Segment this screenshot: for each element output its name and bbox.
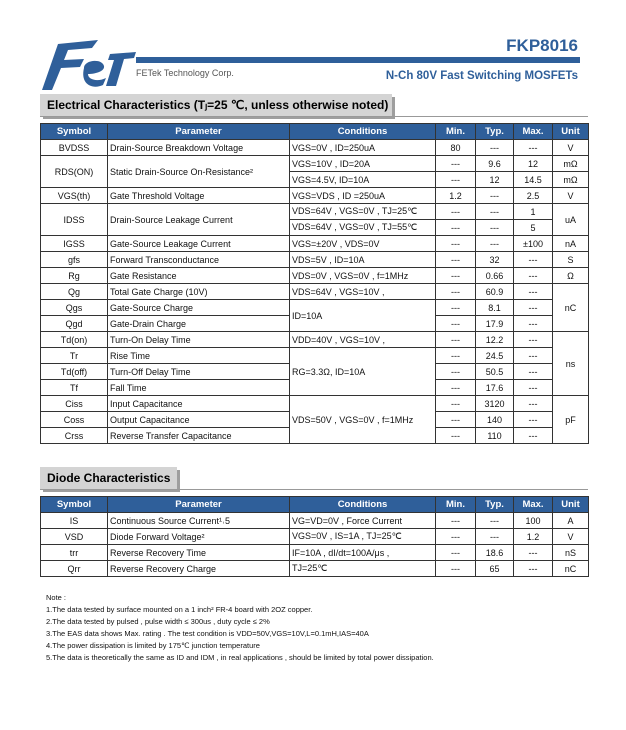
note-item: 2.The data tested by pulsed , pulse width ≤ 300us , duty cycle ≤ 2% [46,617,270,626]
cell-parameter: Total Gate Charge (10V) [108,284,290,300]
cell-min: --- [436,300,476,316]
note-item: 1.The data tested by surface mounted on a 1 inch² FR-4 board with 2OZ copper. [46,605,313,614]
cell-unit: nA [553,236,589,252]
cell-typ: 12.2 [476,332,514,348]
cell-typ: 17.6 [476,380,514,396]
column-header: Typ. [476,497,514,513]
electrical-table [40,123,589,444]
table-row [41,545,589,561]
cell-typ: 65 [476,561,514,577]
cell-min: --- [436,220,476,236]
cell-typ: 0.66 [476,268,514,284]
cell-max: 5 [514,220,553,236]
cell-parameter: Gate-Source Charge [108,300,290,316]
cell-parameter: Gate Resistance [108,268,290,284]
table-row [41,236,589,252]
column-header: Conditions [290,124,436,140]
cell-min: --- [436,172,476,188]
cell-condition: VDS=5V , ID=10A [290,252,436,268]
cell-parameter: Drain-Source Breakdown Voltage [108,140,290,156]
cell-condition: VDS=50V , VGS=0V , f=1MHz [290,396,436,444]
cell-symbol: Tr [41,348,108,364]
cell-condition: VGS=0V , IS=1A , TJ=25℃ [290,529,436,545]
cell-min: --- [436,268,476,284]
cell-min: 80 [436,140,476,156]
cell-typ: --- [476,236,514,252]
cell-unit: Ω [553,268,589,284]
cell-condition: VDS=64V , VGS=10V , [290,284,436,300]
column-header: Parameter [108,124,290,140]
notes-heading: Note : [46,593,67,602]
cell-symbol: gfs [41,252,108,268]
column-header: Max. [514,124,553,140]
cell-parameter: Gate-Drain Charge [108,316,290,332]
table-row [41,561,589,577]
cell-symbol: Qrr [41,561,108,577]
cell-unit: S [553,252,589,268]
cell-typ: 60.9 [476,284,514,300]
cell-parameter: Gate Threshold Voltage [108,188,290,204]
cell-symbol: Qg [41,284,108,300]
cell-max: --- [514,252,553,268]
cell-max: --- [514,284,553,300]
cell-symbol: VGS(th) [41,188,108,204]
cell-parameter: Reverse Recovery Time [108,545,290,561]
cell-symbol: BVDSS [41,140,108,156]
column-header: Conditions [290,497,436,513]
cell-min: --- [436,513,476,529]
table-row [41,284,589,300]
cell-condition: TJ=25℃ [290,561,436,577]
cell-parameter: Fall Time [108,380,290,396]
cell-parameter: Reverse Transfer Capacitance [108,428,290,444]
cell-max: --- [514,348,553,364]
cell-unit: V [553,188,589,204]
cell-typ: --- [476,188,514,204]
divider [40,489,588,490]
company-name: FETek Technology Corp. [136,68,234,78]
cell-unit: A [553,513,589,529]
cell-typ: 12 [476,172,514,188]
cell-max: 12 [514,156,553,172]
column-header: Unit [553,124,589,140]
cell-min: --- [436,156,476,172]
table-row [41,348,589,364]
table-header-row [41,124,589,140]
cell-symbol: Td(off) [41,364,108,380]
cell-unit: V [553,529,589,545]
cell-max: --- [514,140,553,156]
cell-unit: mΩ [553,172,589,188]
cell-max: --- [514,545,553,561]
cell-parameter: Continuous Source Current¹˒5 [108,513,290,529]
table-row [41,188,589,204]
table-row [41,204,589,220]
note-item: 5.The data is theoretically the same as ID and IDM , in real applications , should be limited by total power dissipation. [46,653,434,662]
cell-symbol: Td(on) [41,332,108,348]
cell-unit: nC [553,561,589,577]
table-row [41,332,589,348]
notes [46,592,434,664]
cell-max: 1 [514,204,553,220]
cell-max: --- [514,364,553,380]
cell-typ: 8.1 [476,300,514,316]
cell-parameter: Input Capacitance [108,396,290,412]
cell-min: --- [436,284,476,300]
cell-condition: VGS=0V , ID=250uA [290,140,436,156]
cell-unit: mΩ [553,156,589,172]
cell-min: --- [436,236,476,252]
cell-symbol: IDSS [41,204,108,236]
table-header-row [41,497,589,513]
cell-symbol: RDS(ON) [41,156,108,188]
cell-max: --- [514,396,553,412]
table-row [41,300,589,316]
cell-typ: --- [476,204,514,220]
cell-typ: --- [476,140,514,156]
cell-condition: VGS=±20V , VDS=0V [290,236,436,252]
cell-symbol: Crss [41,428,108,444]
cell-condition: VDS=64V , VGS=0V , TJ=55℃ [290,220,436,236]
cell-max: 1.2 [514,529,553,545]
cell-typ: 110 [476,428,514,444]
diode-section-title: Diode Characteristics [40,467,177,489]
header-bar [136,57,580,63]
cell-parameter: Drain-Source Leakage Current [108,204,290,236]
cell-max: --- [514,380,553,396]
cell-parameter: Reverse Recovery Charge [108,561,290,577]
cell-condition: VGS=4.5V, ID=10A [290,172,436,188]
cell-max: --- [514,300,553,316]
table-row [41,268,589,284]
fet-logo-icon [40,36,140,94]
cell-min: --- [436,561,476,577]
part-number: FKP8016 [506,36,578,55]
cell-symbol: Qgd [41,316,108,332]
cell-unit: ns [553,332,589,396]
cell-parameter: Gate-Source Leakage Current [108,236,290,252]
column-header: Symbol [41,124,108,140]
cell-max: --- [514,268,553,284]
cell-max: ±100 [514,236,553,252]
cell-max: --- [514,428,553,444]
column-header: Symbol [41,497,108,513]
cell-max: --- [514,316,553,332]
cell-typ: --- [476,220,514,236]
column-header: Min. [436,497,476,513]
cell-min: --- [436,380,476,396]
cell-typ: 140 [476,412,514,428]
column-header: Parameter [108,497,290,513]
cell-condition: RG=3.3Ω, ID=10A [290,348,436,396]
cell-max: 14.5 [514,172,553,188]
cell-min: --- [436,348,476,364]
cell-min: --- [436,428,476,444]
cell-symbol: Rg [41,268,108,284]
product-subtitle: N-Ch 80V Fast Switching MOSFETs [385,70,578,82]
column-header: Unit [553,497,589,513]
cell-min: --- [436,545,476,561]
cell-typ: 50.5 [476,364,514,380]
cell-typ: 17.9 [476,316,514,332]
cell-max: --- [514,412,553,428]
cell-max: --- [514,561,553,577]
divider [40,116,588,117]
cell-parameter: Static Drain-Source On-Resistance² [108,156,290,188]
cell-symbol: IGSS [41,236,108,252]
cell-min: --- [436,316,476,332]
table-row [41,252,589,268]
cell-condition: IF=10A , dI/dt=100A/μs , [290,545,436,561]
cell-unit: nC [553,284,589,332]
cell-min: --- [436,364,476,380]
cell-symbol: Qgs [41,300,108,316]
electrical-section-title: Electrical Characteristics (Tⱼ=25 ℃, unless otherwise noted) [40,94,392,116]
cell-typ: 9.6 [476,156,514,172]
cell-min: --- [436,252,476,268]
cell-typ: 3120 [476,396,514,412]
cell-unit: nS [553,545,589,561]
cell-unit: V [553,140,589,156]
cell-max: 2.5 [514,188,553,204]
cell-typ: 32 [476,252,514,268]
note-item: 4.The power dissipation is limited by 175℃ junction temperature [46,641,260,650]
cell-min: --- [436,396,476,412]
cell-condition: VG=VD=0V , Force Current [290,513,436,529]
cell-symbol: Tf [41,380,108,396]
table-row [41,156,589,172]
cell-parameter: Diode Forward Voltage² [108,529,290,545]
cell-condition: VDS=64V , VGS=0V , TJ=25℃ [290,204,436,220]
cell-parameter: Rise Time [108,348,290,364]
cell-typ: --- [476,529,514,545]
cell-parameter: Turn-On Delay Time [108,332,290,348]
cell-condition: VGS=10V , ID=20A [290,156,436,172]
cell-condition: ID=10A [290,300,436,332]
cell-min: --- [436,529,476,545]
cell-min: --- [436,332,476,348]
cell-condition: VDD=40V , VGS=10V , [290,332,436,348]
table-row [41,140,589,156]
cell-typ: 24.5 [476,348,514,364]
cell-min: --- [436,412,476,428]
column-header: Max. [514,497,553,513]
cell-parameter: Turn-Off Delay Time [108,364,290,380]
cell-condition: VDS=0V , VGS=0V , f=1MHz [290,268,436,284]
cell-unit: pF [553,396,589,444]
cell-symbol: trr [41,545,108,561]
cell-max: 100 [514,513,553,529]
cell-parameter: Forward Transconductance [108,252,290,268]
cell-typ: --- [476,513,514,529]
cell-condition: VGS=VDS , ID =250uA [290,188,436,204]
cell-typ: 18.6 [476,545,514,561]
cell-symbol: VSD [41,529,108,545]
cell-min: 1.2 [436,188,476,204]
cell-symbol: Coss [41,412,108,428]
cell-symbol: Ciss [41,396,108,412]
note-item: 3.The EAS data shows Max. rating . The test condition is VDD=50V,VGS=10V,L=0.1mH,IAS=40A [46,629,369,638]
cell-symbol: IS [41,513,108,529]
table-row [41,513,589,529]
cell-max: --- [514,332,553,348]
table-row [41,396,589,412]
column-header: Min. [436,124,476,140]
cell-parameter: Output Capacitance [108,412,290,428]
cell-min: --- [436,204,476,220]
column-header: Typ. [476,124,514,140]
table-row [41,529,589,545]
cell-unit: uA [553,204,589,236]
diode-table [40,496,589,577]
